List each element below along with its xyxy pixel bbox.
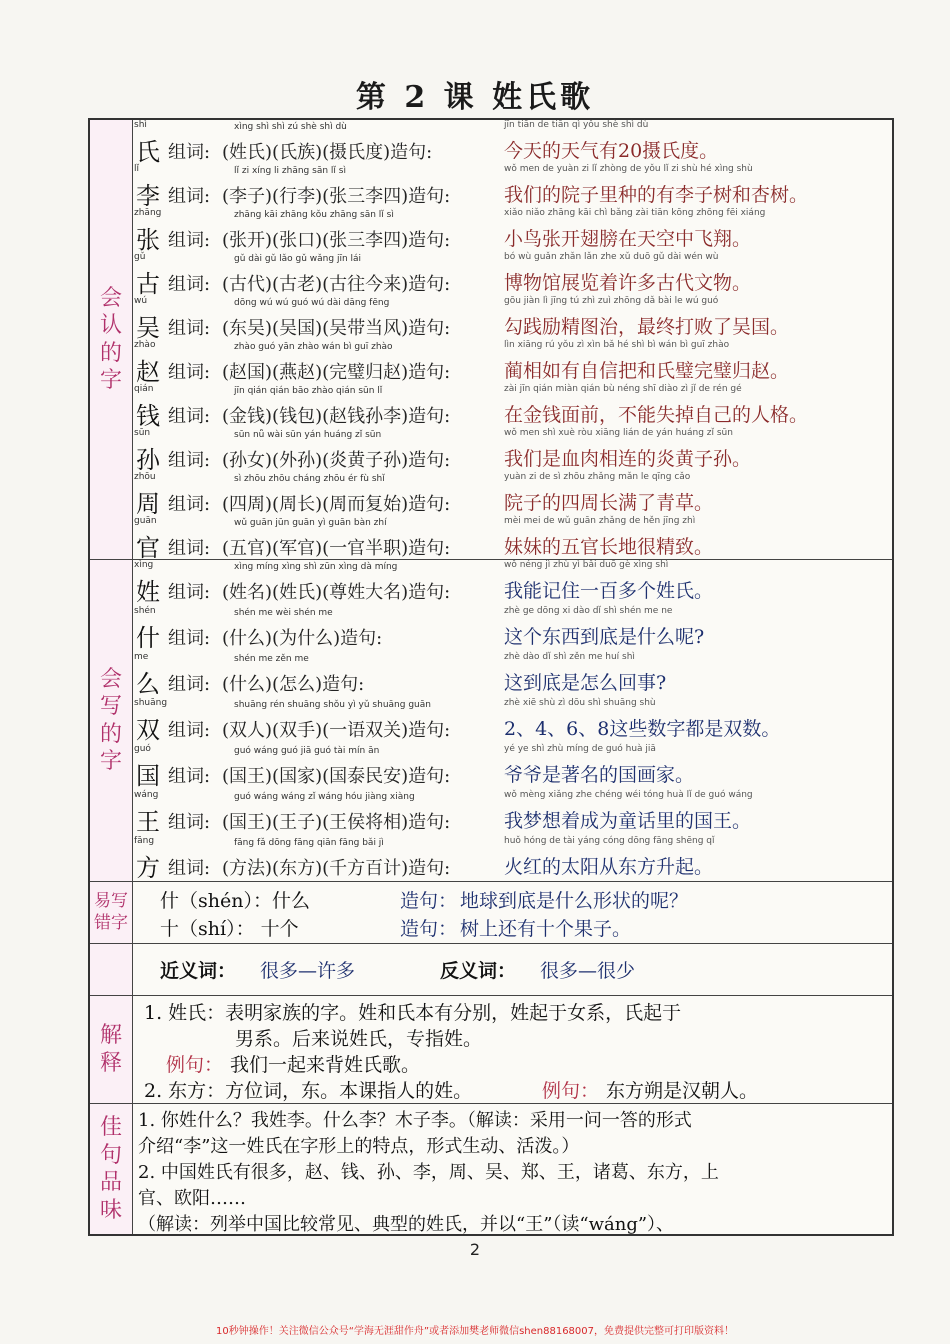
section-yixie [90,882,892,944]
words-text: (双人)(双手)(一语双关) [222,720,409,741]
sentence-pinyin: zhè dào dǐ shì zěn me huí shì [504,652,635,662]
zuci-label: 组词: [168,450,211,471]
zuci-label: 组词: [168,230,211,251]
section-label-empty [90,944,133,995]
lesson-table [88,118,894,1236]
zaoju-label: 造句: [408,858,451,879]
zuci-label: 组词: [168,628,211,649]
words-text: (国王)(王子)(王侯将相) [222,812,409,833]
char-block [134,384,160,430]
vocab-char: 吴 [136,314,160,342]
words-text: (金钱)(钱包)(赵钱孙李) [222,406,409,427]
zaoju-label: 造句: [408,812,451,833]
vocab-char: 张 [136,226,160,254]
sentence-pinyin: zhè xiē shù zì dōu shì shuāng shù [504,698,656,708]
words-text: (什么)(怎么) [222,674,323,695]
jieshi-example-2: 东方朔是汉朝人。 [606,1080,759,1102]
vocab-row [134,790,890,834]
section-synonyms [90,944,892,996]
vocab-row [134,744,890,788]
zaoju-label: 造句: [408,274,451,295]
sentence-pinyin: wǒ men de yuàn zi lǐ zhòng de yǒu lǐ zi shù hé xìng shù [504,164,753,174]
vocab-row [134,472,890,516]
example-sentence: 在金钱面前，不能失掉自己的人格。 [504,404,809,426]
zaoju-label: 造句: [340,628,383,649]
words-text: (五官)(军官)(一官半职) [222,538,409,559]
vocab-row [134,652,890,696]
char-block [134,560,160,606]
section-label-jieshi: 解 释 [90,996,133,1103]
section-huiren [90,120,892,560]
vocab-char: 周 [136,490,160,518]
words-text: (古代)(古老)(古往今来) [222,274,409,295]
zaoju-label: 造句: [408,450,451,471]
char-block [134,120,160,166]
char-block [134,836,160,882]
zaoju-label: 造句: [390,142,433,163]
sentence-pinyin: huǒ hóng de tài yáng cóng dōng fāng shēng qǐ [504,836,715,846]
char-pinyin: zhāng [134,208,162,218]
sentence-pinyin: wǒ men shì xuè ròu xiāng lián de yán huáng zǐ sūn [504,428,733,438]
words-pinyin: sì zhōu zhōu cháng zhōu ér fù shǐ [234,474,385,484]
vocab-words [222,226,450,252]
example-sentence: 我们是血肉相连的炎黄子孙。 [504,448,752,470]
vocab-char: 古 [136,270,160,298]
zuci-label: 组词: [168,362,211,383]
jiaju-line-5: （解读：列举中国比较常见、典型的姓氏，并以“王”（读“wáng”）、 [138,1214,675,1235]
char-pinyin: wáng [134,790,159,800]
words-pinyin: shén me wèi shén me [234,608,333,618]
zuci-label: 组词: [168,406,211,427]
page-number: 2 [469,1240,481,1259]
jieshi-example-label-1: 例句： [166,1054,224,1076]
antonym-value: 很多—很少 [540,960,636,982]
words-text: (孙女)(外孙)(炎黄子孙) [222,450,409,471]
zaoju-label: 造句: [408,538,451,559]
sentence-pinyin: xiǎo niǎo zhāng kāi chì bǎng zài tiān kōng zhōng fēi xiáng [504,208,766,218]
char-block [134,252,160,298]
zuci-label: 组词: [168,674,211,695]
words-pinyin: fāng fǎ dōng fāng qiān fāng bǎi jì [234,838,384,848]
zaoju-label: 造句: [408,720,451,741]
char-pinyin: zhào [134,340,156,350]
section-label-jiaju: 佳 句 品 味 [90,1104,133,1234]
example-sentence: 我们的院子里种的有李子树和杏树。 [504,184,809,206]
vocab-char: 什 [136,624,160,652]
sentence-pinyin: zài jīn qián miàn qián bù néng shī diào zì jǐ de rén gé [504,384,742,394]
words-text: (赵国)(燕赵)(完璧归赵) [222,362,409,383]
jieshi-line-2: 男系。后来说姓氏，专指姓。 [235,1028,483,1050]
synonym-label: 近义词： [160,960,237,982]
section-label-huixie: 会 写 的 字 [90,560,133,881]
words-text: (李子)(行李)(张三李四) [222,186,409,207]
zaoju-label: 造句: [322,674,365,695]
vocab-row [134,560,890,604]
char-pinyin: xìng [134,560,154,570]
promo-note: 10秒钟操作！关注微信公众号“学海无涯甜作舟”或者添加樊老师微信shen88168007，免费提供完整可打印版资料！ [215,1326,735,1337]
words-text: (四周)(周长)(周而复始) [222,494,409,515]
sentence-pinyin: lìn xiāng rú yǒu zì xìn bǎ hé shì bì wán bì guī zhào [504,340,730,350]
sentence-pinyin: wǒ mèng xiǎng zhe chéng wéi tóng huà lǐ de guó wáng [504,790,753,800]
char-block [134,652,160,698]
vocab-words [222,808,450,834]
vocab-row [134,252,890,296]
sentence-pinyin: yuàn zi de sì zhōu zhǎng mǎn le qīng cǎo [504,472,691,482]
vocab-row [134,120,890,164]
vocab-words [222,402,450,428]
char-pinyin: qián [134,384,154,394]
page-title: 第 2 课 姓氏歌 [355,80,595,115]
example-sentence: 我梦想着成为童话里的国王。 [504,810,752,832]
vocab-char: 赵 [136,358,160,386]
words-pinyin: shuāng rén shuāng shǒu yì yǔ shuāng guān [234,700,431,710]
vocab-char: 氏 [136,138,160,166]
zaoju-label: 造句: [408,186,451,207]
vocab-char: 王 [136,808,160,836]
vocab-char: 么 [136,670,160,698]
words-pinyin: guó wáng wáng zǐ wáng hóu jiàng xiàng [234,792,415,802]
jiaju-line-2: 介绍“李”这一姓氏在字形上的特点，形式生动、活泼。） [138,1136,580,1157]
zuci-label: 组词: [168,142,211,163]
vocab-words [222,762,450,788]
example-sentence: 我能记住一百多个姓氏。 [504,580,714,602]
example-sentence: 火红的太阳从东方升起。 [504,856,714,878]
vocab-row [134,516,890,560]
section-label-huiren: 会 认 的 字 [90,120,133,559]
vocab-row [134,428,890,472]
sentence-pinyin: wǒ néng jì zhù yì bǎi duō gè xìng shì [504,560,669,570]
zuci-label: 组词: [168,766,211,787]
char-block [134,698,168,744]
yixie-word-1: 什（shén）：什么 [160,890,310,912]
char-pinyin: fāng [134,836,155,846]
yixie-word-2: 十（shí）： 十个 [160,918,299,940]
section-jieshi [90,996,892,1104]
words-text: (姓氏)(氏族)(摄氏度) [222,142,391,163]
sentence-pinyin: gōu jiàn lì jīng tú zhì zuì zhōng dǎ bài le wú guó [504,296,719,306]
jieshi-line-4: 2. 东方：方位词，东。本课指人的姓。 [144,1080,473,1102]
jiaju-line-4: 官、欧阳…… [138,1188,246,1209]
char-pinyin: guó [134,744,151,754]
vocab-words [222,534,450,560]
vocab-words [222,624,382,650]
example-sentence: 蔺相如有自信把和氏璧完璧归赵。 [504,360,790,382]
vocab-words [222,854,450,880]
vocab-row [134,208,890,252]
sentence-pinyin: mèi mei de wǔ guān zhǎng de hěn jīng zhì [504,516,696,526]
yixie-label-2: 造句： [400,918,458,940]
words-pinyin: sūn nǚ wài sūn yán huáng zǐ sūn [234,430,382,440]
example-sentence: 博物馆展览着许多古代文物。 [504,272,752,294]
words-pinyin: wǔ guān jūn guān yì guān bàn zhí [234,518,387,528]
words-text: (方法)(东方)(千方百计) [222,858,409,879]
antonym-label: 反义词： [440,960,517,982]
zuci-label: 组词: [168,582,211,603]
words-text: (国王)(国家)(国泰民安) [222,766,409,787]
zuci-label: 组词: [168,186,211,207]
vocab-char: 李 [136,182,160,210]
section-huixie [90,560,892,882]
vocab-char: 国 [136,762,160,790]
char-block [134,516,160,562]
words-pinyin: shén me zěn me [234,654,309,664]
char-block [134,606,160,652]
char-block [134,790,160,836]
example-sentence: 这个东西到底是什么呢? [504,626,705,648]
example-sentence: 勾践励精图治，最终打败了吴国。 [504,316,790,338]
zuci-label: 组词: [168,720,211,741]
section-jiaju [90,1104,892,1234]
zuci-label: 组词: [168,494,211,515]
zaoju-label: 造句: [408,318,451,339]
char-pinyin: shén [134,606,156,616]
vocab-char: 钱 [136,402,160,430]
zuci-label: 组词: [168,318,211,339]
char-pinyin: wú [134,296,148,306]
words-pinyin: zhào guó yān zhào wán bì guī zhào [234,342,393,352]
jieshi-line-1: 1. 姓氏：表明家族的字。姓和氏本有分别，姓起于女系，氏起于 [144,1002,682,1024]
sentence-pinyin: zhè ge dōng xi dào dǐ shì shén me ne [504,606,673,616]
vocab-words [222,358,450,384]
words-pinyin: jīn qián qián bāo zhào qián sūn lǐ [234,386,383,396]
words-text: (东吴)(吴国)(吴带当风) [222,318,409,339]
char-pinyin: me [134,652,149,662]
zaoju-label: 造句: [408,494,451,515]
char-block [134,428,160,474]
vocab-words [222,490,450,516]
vocab-char: 双 [136,716,160,744]
synonym-value: 很多—许多 [260,960,356,982]
words-text: (张开)(张口)(张三李四) [222,230,409,251]
zuci-label: 组词: [168,538,211,559]
vocab-words [222,578,450,604]
char-block [134,208,162,254]
jieshi-example-1: 我们一起来背姓氏歌。 [230,1054,421,1076]
example-sentence: 院子的四周长满了青草。 [504,492,714,514]
vocab-row [134,384,890,428]
words-pinyin: guó wáng guó jiā guó tài mín ān [234,746,380,756]
vocab-char: 方 [136,854,160,882]
char-pinyin: zhōu [134,472,156,482]
vocab-words [222,446,450,472]
sentence-pinyin: yé ye shì zhù míng de guó huà jiā [504,744,656,754]
char-block [134,472,160,518]
zuci-label: 组词: [168,858,211,879]
words-pinyin: xìng míng xìng shì zūn xìng dà míng [234,562,398,572]
zuci-label: 组词: [168,274,211,295]
vocab-row [134,296,890,340]
char-pinyin: sūn [134,428,151,438]
zaoju-label: 造句: [408,230,451,251]
vocab-words [222,716,450,742]
example-sentence: 爷爷是著名的国画家。 [504,764,695,786]
zaoju-label: 造句: [408,582,451,603]
char-pinyin: guān [134,516,157,526]
zuci-label: 组词: [168,812,211,833]
char-pinyin: lǐ [134,164,140,174]
vocab-char: 孙 [136,446,160,474]
jiaju-line-3: 2. 中国姓氏有很多，赵、钱、孙、李，周、吴、郑、王，诸葛、东方，上 [138,1162,719,1183]
char-pinyin: shì [134,120,147,130]
example-sentence: 今天的天气有20摄氏度。 [504,140,719,162]
vocab-words [222,314,450,340]
vocab-row [134,836,890,880]
char-block [134,164,160,210]
jiaju-line-1: 1. 你姓什么？我姓李。什么李？木子李。（解读：采用一问一答的形式 [138,1110,692,1131]
char-block [134,340,160,386]
example-sentence: 妹妹的五官长地很精致。 [504,536,714,558]
vocab-words [222,138,432,164]
sentence-pinyin: bó wù guǎn zhǎn lǎn zhe xǔ duō gǔ dài wén wù [504,252,719,262]
words-pinyin: zhāng kāi zhāng kǒu zhāng sān lǐ sì [234,210,394,220]
vocab-words [222,182,450,208]
char-pinyin: shuāng [134,698,168,708]
vocab-row [134,164,890,208]
words-pinyin: dōng wú wú guó wú dài dāng fēng [234,298,390,308]
section-label-yixie: 易写 错字 [90,882,133,943]
example-sentence: 这到底是怎么回事? [504,672,667,694]
vocab-words [222,670,364,696]
jieshi-example-label-2: 例句： [542,1080,600,1102]
zaoju-label: 造句: [408,766,451,787]
yixie-sentence-2: 树上还有十个果子。 [460,918,632,940]
sentence-pinyin: jīn tiān de tiān qì yǒu shè shì dù [504,120,649,130]
example-sentence: 2、4、6、8这些数字都是双数。 [504,718,781,740]
words-pinyin: lǐ zi xíng li zhāng sān lǐ sì [234,166,346,176]
words-pinyin: gǔ dài gǔ lǎo gǔ wǎng jīn lái [234,254,362,264]
vocab-row [134,698,890,742]
char-block [134,296,160,342]
example-sentence: 小鸟张开翅膀在天空中飞翔。 [504,228,752,250]
vocab-words [222,270,450,296]
vocab-row [134,340,890,384]
yixie-label-1: 造句： [400,890,458,912]
zaoju-label: 造句: [408,406,451,427]
vocab-char: 姓 [136,578,160,606]
words-pinyin: xìng shì shì zú shè shì dù [234,122,347,132]
char-block [134,744,160,790]
char-pinyin: gǔ [134,252,146,262]
vocab-char: 官 [136,534,160,562]
yixie-sentence-1: 地球到底是什么形状的呢？ [460,890,689,912]
zaoju-label: 造句: [408,362,451,383]
words-text: (什么)(为什么) [222,628,341,649]
vocab-row [134,606,890,650]
words-text: (姓名)(姓氏)(尊姓大名) [222,582,409,603]
